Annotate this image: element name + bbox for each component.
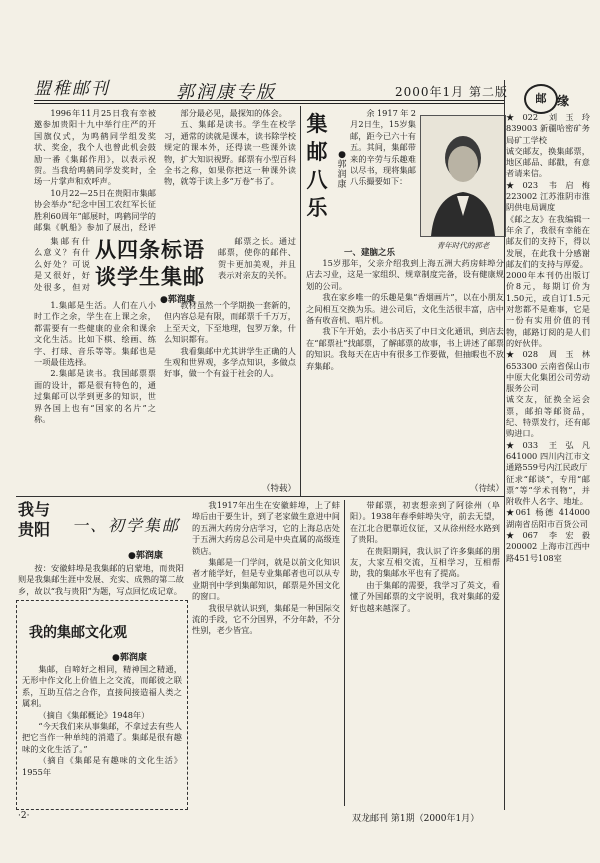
paragraph: 部分最必见，最探知的体会。 <box>180 108 287 118</box>
list-item: 诚交邮友，换集邮票，地区邮品、邮戳，有意者请来信。 <box>506 145 590 179</box>
list-item: 诚交友，征换全运会票，邮拍等邮资品，纪、特票发行，还有邮购进口。 <box>506 394 590 439</box>
byline: ●郭润康 <box>128 551 163 561</box>
column-2-bottom <box>164 300 296 478</box>
list-item: ★022 刘玉玲 839003 新疆哈密矿务局矿工学校 <box>506 112 590 145</box>
column-1-side <box>34 236 90 294</box>
portrait-photo <box>420 115 506 237</box>
column-divider <box>344 500 345 806</box>
box-title: 我的集邮文化观 <box>29 625 127 641</box>
header-rule-2 <box>34 103 504 104</box>
paragraph: 我看集邮中尤其讲学生正确的人生观和世界观，多学点知识，多做点好事，做一个有益于社会的人。 <box>164 345 296 379</box>
pen-pal-column <box>506 112 590 564</box>
headline: 从四条标语谈学生集邮 <box>95 237 205 289</box>
portrait-icon <box>421 116 505 236</box>
paragraph: 五、集邮是读书。学生在校学习，通常的读就是课本，读书除学校规定的课本外，还得读一些课外读物，扩大知识视野。邮票有小型百科全书之称，如果你把这一种课外读物，就等于读上多“万卷”书了。 <box>164 119 296 187</box>
vertical-byline: ●郭润康 <box>337 150 347 190</box>
right-column-divider <box>504 80 505 810</box>
paragraph: 15岁那年，父亲介绍我到上海五洲大药房蚌埠分店去习业，这是一家组织、规章制度完备，设有健康规划的公司。 <box>306 258 504 291</box>
paragraph: 邮票之长。通过邮票，使你的邮件、贺卡更加美观，并且表示对亲友的关怀。 <box>218 236 296 281</box>
masthead: 盟稚邮刊 <box>34 79 110 99</box>
paragraph: 集邮，自啼好之相同，精神国之精通，无形中作文化上价值上之交流，而邮彼之联系，互助互信之合作，直接间接造福人类之属利。 <box>22 664 182 709</box>
box-byline: ●郭润康 <box>112 653 147 663</box>
column-1-bottom <box>34 300 156 490</box>
paragraph: 我下午开始，去小书店买了中日文化通讯，到店去在“邮票社”找邮票，了解邮票的故事，书上讲述了邮票的知识。我每天在店中有很多工作要做，但抽暇也不放弃集邮。 <box>306 326 504 371</box>
box-body <box>22 664 182 804</box>
list-item: ★028 周玉林 653300 云南省保山市中原大化集团公司劳动服务公司 <box>506 349 590 394</box>
column-2-top <box>164 108 296 232</box>
signature: （特载） <box>262 484 297 494</box>
paragraph: 带邮票，初衷想亲到了阿徐州（阜阳）。1938年春季蚌埠失守，前去无望，在江北合肥靠近仪征，又从徐州经水路到了贵阳。 <box>350 500 500 545</box>
paragraph: 集邮是一门学问，就是以前文化知识者才能学好，但是专业集邮者也可以从专业期刊中学到集邮知识，邮票是外国文化的窗口。 <box>192 557 340 602</box>
lower-right-column <box>350 500 500 806</box>
list-item: ★067 李宏毅 200002 上海市江西中路451号108室 <box>506 529 590 563</box>
series-title: 我与 贵阳 <box>18 500 51 539</box>
article-title-vertical: 集邮八乐 <box>306 111 328 220</box>
paragraph: 我很早就认识到，集邮是一种国际交流的手段，它不分国界，不分年龄，不分性别，老少皆宜。 <box>192 602 340 636</box>
editor-note: 按：安徽蚌埠是我集邮的启蒙地，而贵阳则是我集邮生涯中发展、充实、成熟的第二故乡，故以“我与贵阳”为题，写点回忆成记章。 <box>18 563 184 596</box>
list-item: ★061 杨德 414000 湖南省岳阳市百货公司 <box>506 507 590 529</box>
list-item: 征求“邮谈”，专用“邮票”等“学术刊物”，并附收件人名字、地址。 <box>506 473 590 507</box>
lower-middle-column <box>192 500 340 806</box>
paragraph: 教材虽然一个学期换一套新的，但内容总是有限，而邮票千千万万，上至天文，下至地理，包罗万象，什么知识都有。 <box>164 300 296 345</box>
paragraph: 10月22—25日在贵阳市集邮协会举办“纪念中国工农红军长征胜利60周年”邮展时，鸣鹤同学的邮集《帆船》参加了展出，经评 <box>34 187 156 232</box>
paragraph: 集邮有什么意义？有什么好处？可说是又很好，好处很多，但对 <box>34 236 90 292</box>
paragraph: 1996年11月25日我有幸被邀参加贵阳十九中举行庄严的开国旗仪式，为鸣鹤同学组发奖状、奖金，我个人也曾此机会鼓励一番《集邮作用》，以表示祝贺。当我给鸣鹤同学发奖时，全场一片掌声和欢呼声。 <box>34 108 156 187</box>
stamp-word: 缘 <box>557 94 570 108</box>
signature: （待续） <box>470 484 505 494</box>
paragraph: （摘自《集邮概论》1948年） <box>38 709 150 720</box>
paragraph: （摘自《集邮是有趣味的文化生活》1955年 <box>22 755 182 777</box>
publication-info: 双龙邮刊 第1期（2000年1月） <box>352 814 480 824</box>
column-2-side <box>218 236 296 296</box>
list-item: 2000年本刊仍出版订价8元，每期订价为1.50元，或自订1.5元对您都不是难事，它是一份有实用价值的刊物，邮路订阅的是人们的好伙伴。 <box>506 270 590 348</box>
issue-date: 2000年1月 第二版 <box>395 85 508 99</box>
column-3-body <box>306 258 504 480</box>
photo-caption: 青年时代的郭老 <box>436 241 490 250</box>
section-subhead: 一、建脑之乐 <box>344 248 396 258</box>
paragraph: 由于集邮的需要，我学习了英文，看懂了外国邮票的文字说明，我对集邮的爱好也越来越深了。 <box>350 579 500 613</box>
list-item: ★023 韦启梅 223002 江苏淮阴市淮阴供电局调度 <box>506 179 590 213</box>
chapter-title: 一、初学集邮 <box>72 516 181 535</box>
page-number: ·2· <box>18 811 30 821</box>
paragraph: 1.集邮是生活。人们在八小时工作之余，学生在上课之余，都需要有一些健康的业余和课余文化生活。比如下棋、绘画、练字、打球、音乐等等。集邮也是一项最佳选择。 <box>34 300 156 368</box>
stamp-icon: 邮 <box>524 84 558 114</box>
header-rule <box>34 100 504 101</box>
paragraph: 在贵阳期间，我认识了许多集邮的朋友，大家互相交流，互相学习，互相帮助，我的集邮水平也有了提高。 <box>350 545 500 579</box>
column-1-top <box>34 108 156 232</box>
list-item: 《邮之友》在我编辑一年余了，我很有幸能在邮友们的支持下，得以发展，在此我十分感谢邮友们的支持与厚爱。 <box>506 213 590 269</box>
section-divider <box>16 496 504 497</box>
paragraph: 我1917年出生在安徽蚌埠，上了蚌埠后由于要生计，到了老家做生意进中间的五洲大药房分店学习，它的上海总店处于五洲大药房总公司是中央直属的高级连锁店。 <box>192 500 340 556</box>
special-edition-title: 郭润康专版 <box>176 82 276 103</box>
paragraph: 我在家乡唯一的乐趣是集“香烟画片”，以在小朋友之间相互交换为乐。进公司后，文化生活很丰富，店中备有收音机、唱片机。 <box>306 292 504 326</box>
byline: ●郭润康 <box>160 295 195 305</box>
column-divider <box>300 106 301 496</box>
paragraph: 2.集邮是读书。我国邮票票面的设计，都是很有特色的，通过集邮可以学到更多的知识，世界各国上也有“国家的名片”之称。 <box>34 368 156 425</box>
column-3-intro <box>350 108 416 240</box>
paragraph: “今天我们来从事集邮，不拿过去有些人把它当作一种单纯的消遣了。集邮是很有趣味的文化生活了。” <box>22 721 182 754</box>
paragraph: 余1917年2月2日生，15岁集邮，距今已六十有五。其间，集邮带来的辛劳与乐趣难以尽书，现将集邮八乐撮要如下： <box>350 108 416 187</box>
list-item: ★033 王弘凡 641000 四川内江市文通路559号内江民政厅 <box>506 439 590 473</box>
